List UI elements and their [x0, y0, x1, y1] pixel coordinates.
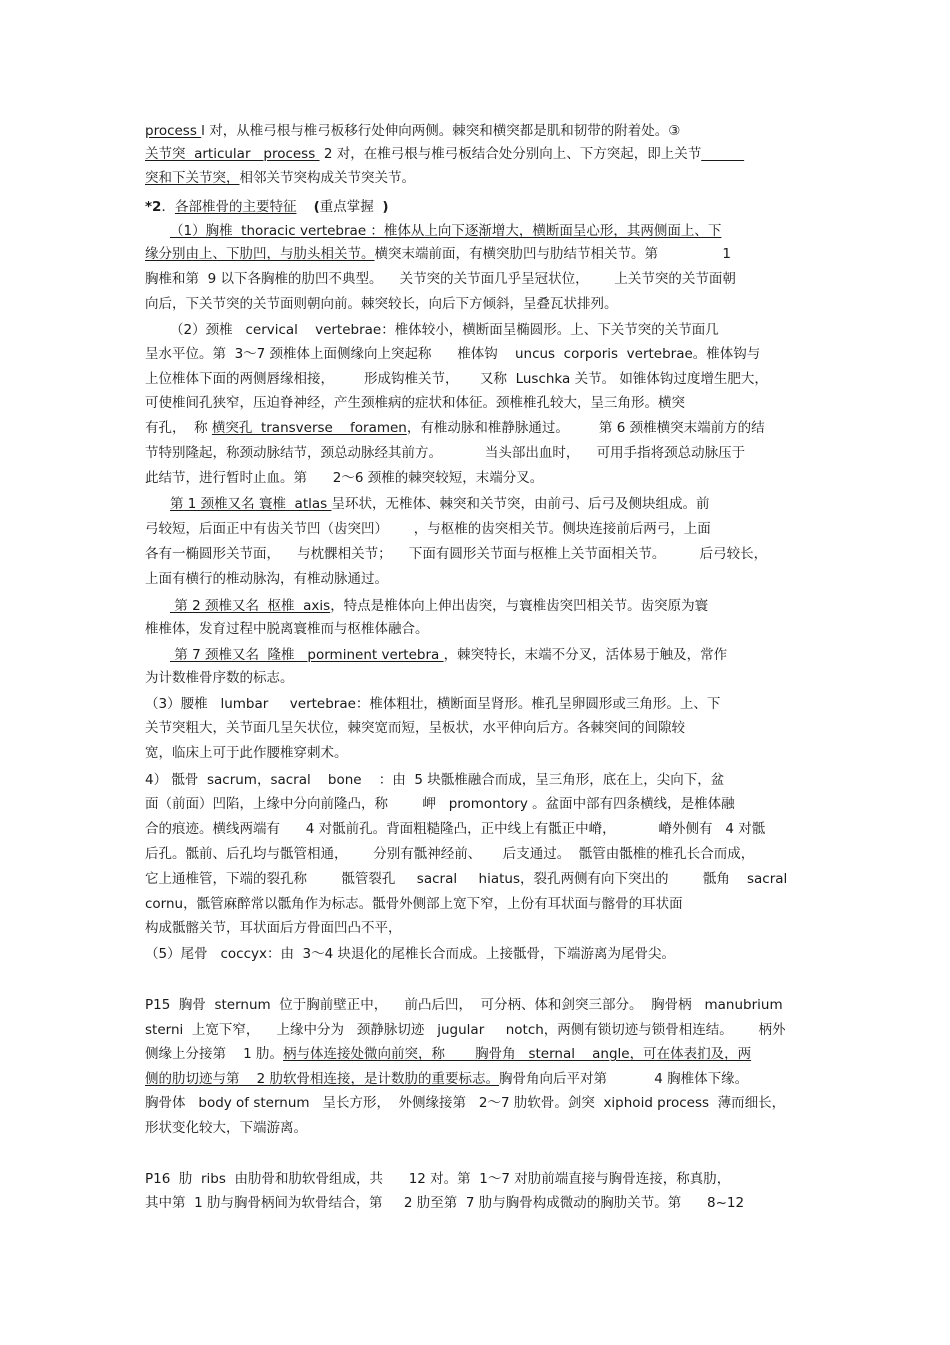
text-line: 此结节，进行暂时止血。第 2～6 颈椎的棘突较短，末端分叉。 — [145, 470, 544, 486]
section-heading: *2．各部椎骨的主要特征 (重点掌握 ) — [145, 199, 389, 215]
text-line: 弓较短，后面正中有齿关节凹（齿突凹） ，与枢椎的齿突相关节。侧块连接前后两弓，上面 — [145, 521, 711, 537]
text-line: 为计数椎骨序数的标志。 — [145, 670, 294, 686]
text-line: 节特别隆起，称颈动脉结节，颈总动脉经其前方。 当头部出血时， 可用手指将颈总动脉压于 — [145, 445, 746, 461]
text-line: process l 对，从椎弓根与椎弓板移行处伸向两侧。棘突和横突都是肌和韧带的附着处。③ — [145, 123, 681, 139]
text-line: 胸椎和第 9 以下各胸椎的肋凹不典型。 关节突的关节面几乎呈冠状位， 上关节突的关节面朝 — [145, 271, 736, 287]
text-line: 第 7 颈椎又名 隆椎 porminent vertebra ，棘突特长，末端不分叉，活体易于触及，常作 — [170, 647, 728, 663]
text-line: 胸骨体 body of sternum 呈长方形， 外侧缘接第 2～7 肋软骨。剑突 xiphoid process 薄而细长， — [145, 1095, 786, 1111]
text-line: （5）尾骨 coccyx：由 3～4 块退化的尾椎长合而成。上接骶骨，下端游离为尾骨尖。 — [145, 946, 676, 962]
text-line: 上面有横行的椎动脉沟，有椎动脉通过。 — [145, 571, 388, 587]
text-line: （2）颈椎 cervical vertebrae：椎体较小，横断面呈椭圆形。上、下关节突的关节面几 — [170, 322, 719, 338]
text-line: 第 1 颈椎又名 寰椎 atlas 呈环状，无椎体、棘突和关节突，由前弓、后弓及侧块组成。前 — [170, 496, 710, 512]
text-line: P16 肋 ribs 由肋骨和肋软骨组成，共 12 对。第 1～7 对肋前端直接与胸骨连接，称真肋， — [145, 1171, 731, 1187]
text-line: 向后，下关节突的关节面则朝向前。棘突较长，向后下方倾斜，呈叠瓦状排列。 — [145, 296, 618, 312]
text-line: 其中第 1 肋与胸骨柄间为软骨结合，第 2 肋至第 7 肋与胸骨构成微动的胸肋关节。第 8~12 — [145, 1195, 745, 1211]
text-line: 关节突 articular process 2 对，在椎弓根与椎弓板结合处分别向上、下方突起，即上关节 — [145, 146, 702, 162]
text-line: 缘分别由上、下肋凹，与肋头相关节。横突末端前面，有横突肋凹与肋结节相关节。第 1 — [145, 246, 731, 262]
text-line: cornu，骶管麻醉常以骶角作为标志。骶骨外侧部上宽下窄，上份有耳状面与髂骨的耳状面 — [145, 896, 683, 912]
text-line: 合的痕迹。横线两端有 4 对骶前孔。背面粗糙隆凸，正中线上有骶正中嵴， 嵴外侧有 4 对骶 — [145, 821, 766, 837]
text-line: 侧的肋切迹与第 2 肋软骨相连接，是计数肋的重要标志。胸骨角向后平对第 4 胸椎体下缘。 — [145, 1071, 749, 1087]
text-line: 椎椎体，发育过程中脱离寰椎而与枢椎体融合。 — [145, 621, 429, 637]
text-line: 关节突粗大，关节面几呈矢状位，棘突宽而短，呈板状，水平伸向后方。各棘突间的间隙较 — [145, 720, 685, 736]
text-line: 有孔， 称 横突孔 transverse foramen，有椎动脉和椎静脉通过。 第 6 颈椎横突末端前方的结 — [145, 420, 765, 436]
text-line: 各有一椭圆形关节面， 与枕髁相关节； 下面有圆形关节面与枢椎上关节面相关节。 后弓较长， — [145, 546, 768, 562]
text-line: 它上通椎管，下端的裂孔称 骶管裂孔 sacral hiatus，裂孔两侧有向下突出的 骶角 sacral — [145, 871, 788, 887]
text-line: 构成骶髂关节，耳状面后方骨面凹凸不平， — [145, 920, 402, 936]
text-line: sterni 上宽下窄， 上缘中分为 颈静脉切迹 jugular notch，两侧有锁切迹与锁骨相连结。 柄外 — [145, 1022, 786, 1038]
text-line: 突和下关节突，相邻关节突构成关节突关节。 — [145, 170, 415, 186]
text-line: P15 胸骨 sternum 位于胸前壁正中， 前凸后凹， 可分柄、体和剑突三部分。 胸骨柄 manubrium — [145, 997, 783, 1013]
text-line: （3）腰椎 lumbar vertebrae：椎体粗壮，横断面呈肾形。椎孔呈卵圆形或三角形。上、下 — [145, 696, 721, 712]
text-line: 呈水平位。第 3～7 颈椎体上面侧缘向上突起称 椎体钩 uncus corporis vertebrae。椎体钩与 — [145, 346, 761, 362]
text-line: 后孔。骶前、后孔均与骶管相通， 分别有骶神经前、 后支通过。 骶管由骶椎的椎孔长合而成， — [145, 846, 755, 862]
text-line: 形状变化较大，下端游离。 — [145, 1120, 307, 1136]
text-line: 侧缘上分接第 1 肋。柄与体连接处微向前突，称 胸骨角 sternal angle，可在体表扪及，两 — [145, 1046, 752, 1062]
text-line: 4） 骶骨 sacrum，sacral bone ：由 5 块骶椎融合而成，呈三角形，底在上，尖向下，盆 — [145, 772, 725, 788]
text-line: 可使椎间孔狭窄，压迫脊神经，产生颈椎病的症状和体征。颈椎椎孔较大，呈三角形。横突 — [145, 395, 685, 411]
text-line: 第 2 颈椎又名 枢椎 axis，特点是椎体向上伸出齿突，与寰椎齿突凹相关节。齿突原为寰 — [170, 598, 709, 614]
text-line: （1）胸椎 thoracic vertebrae ：椎体从上向下逐渐增大，横断面呈心形，其两侧面上、下 — [170, 223, 722, 239]
text-line: 上位椎体下面的两侧唇缘相接， 形成钩椎关节， 又称 Luschka 关节。 如锥体钩过度增生肥大， — [145, 371, 768, 387]
text-line: 面（前面）凹陷，上缘中分向前隆凸，称 岬 promontory 。盆面中部有四条横线，是椎体融 — [145, 796, 735, 812]
text-line: 宽，临床上可于此作腰椎穿刺术。 — [145, 745, 348, 761]
